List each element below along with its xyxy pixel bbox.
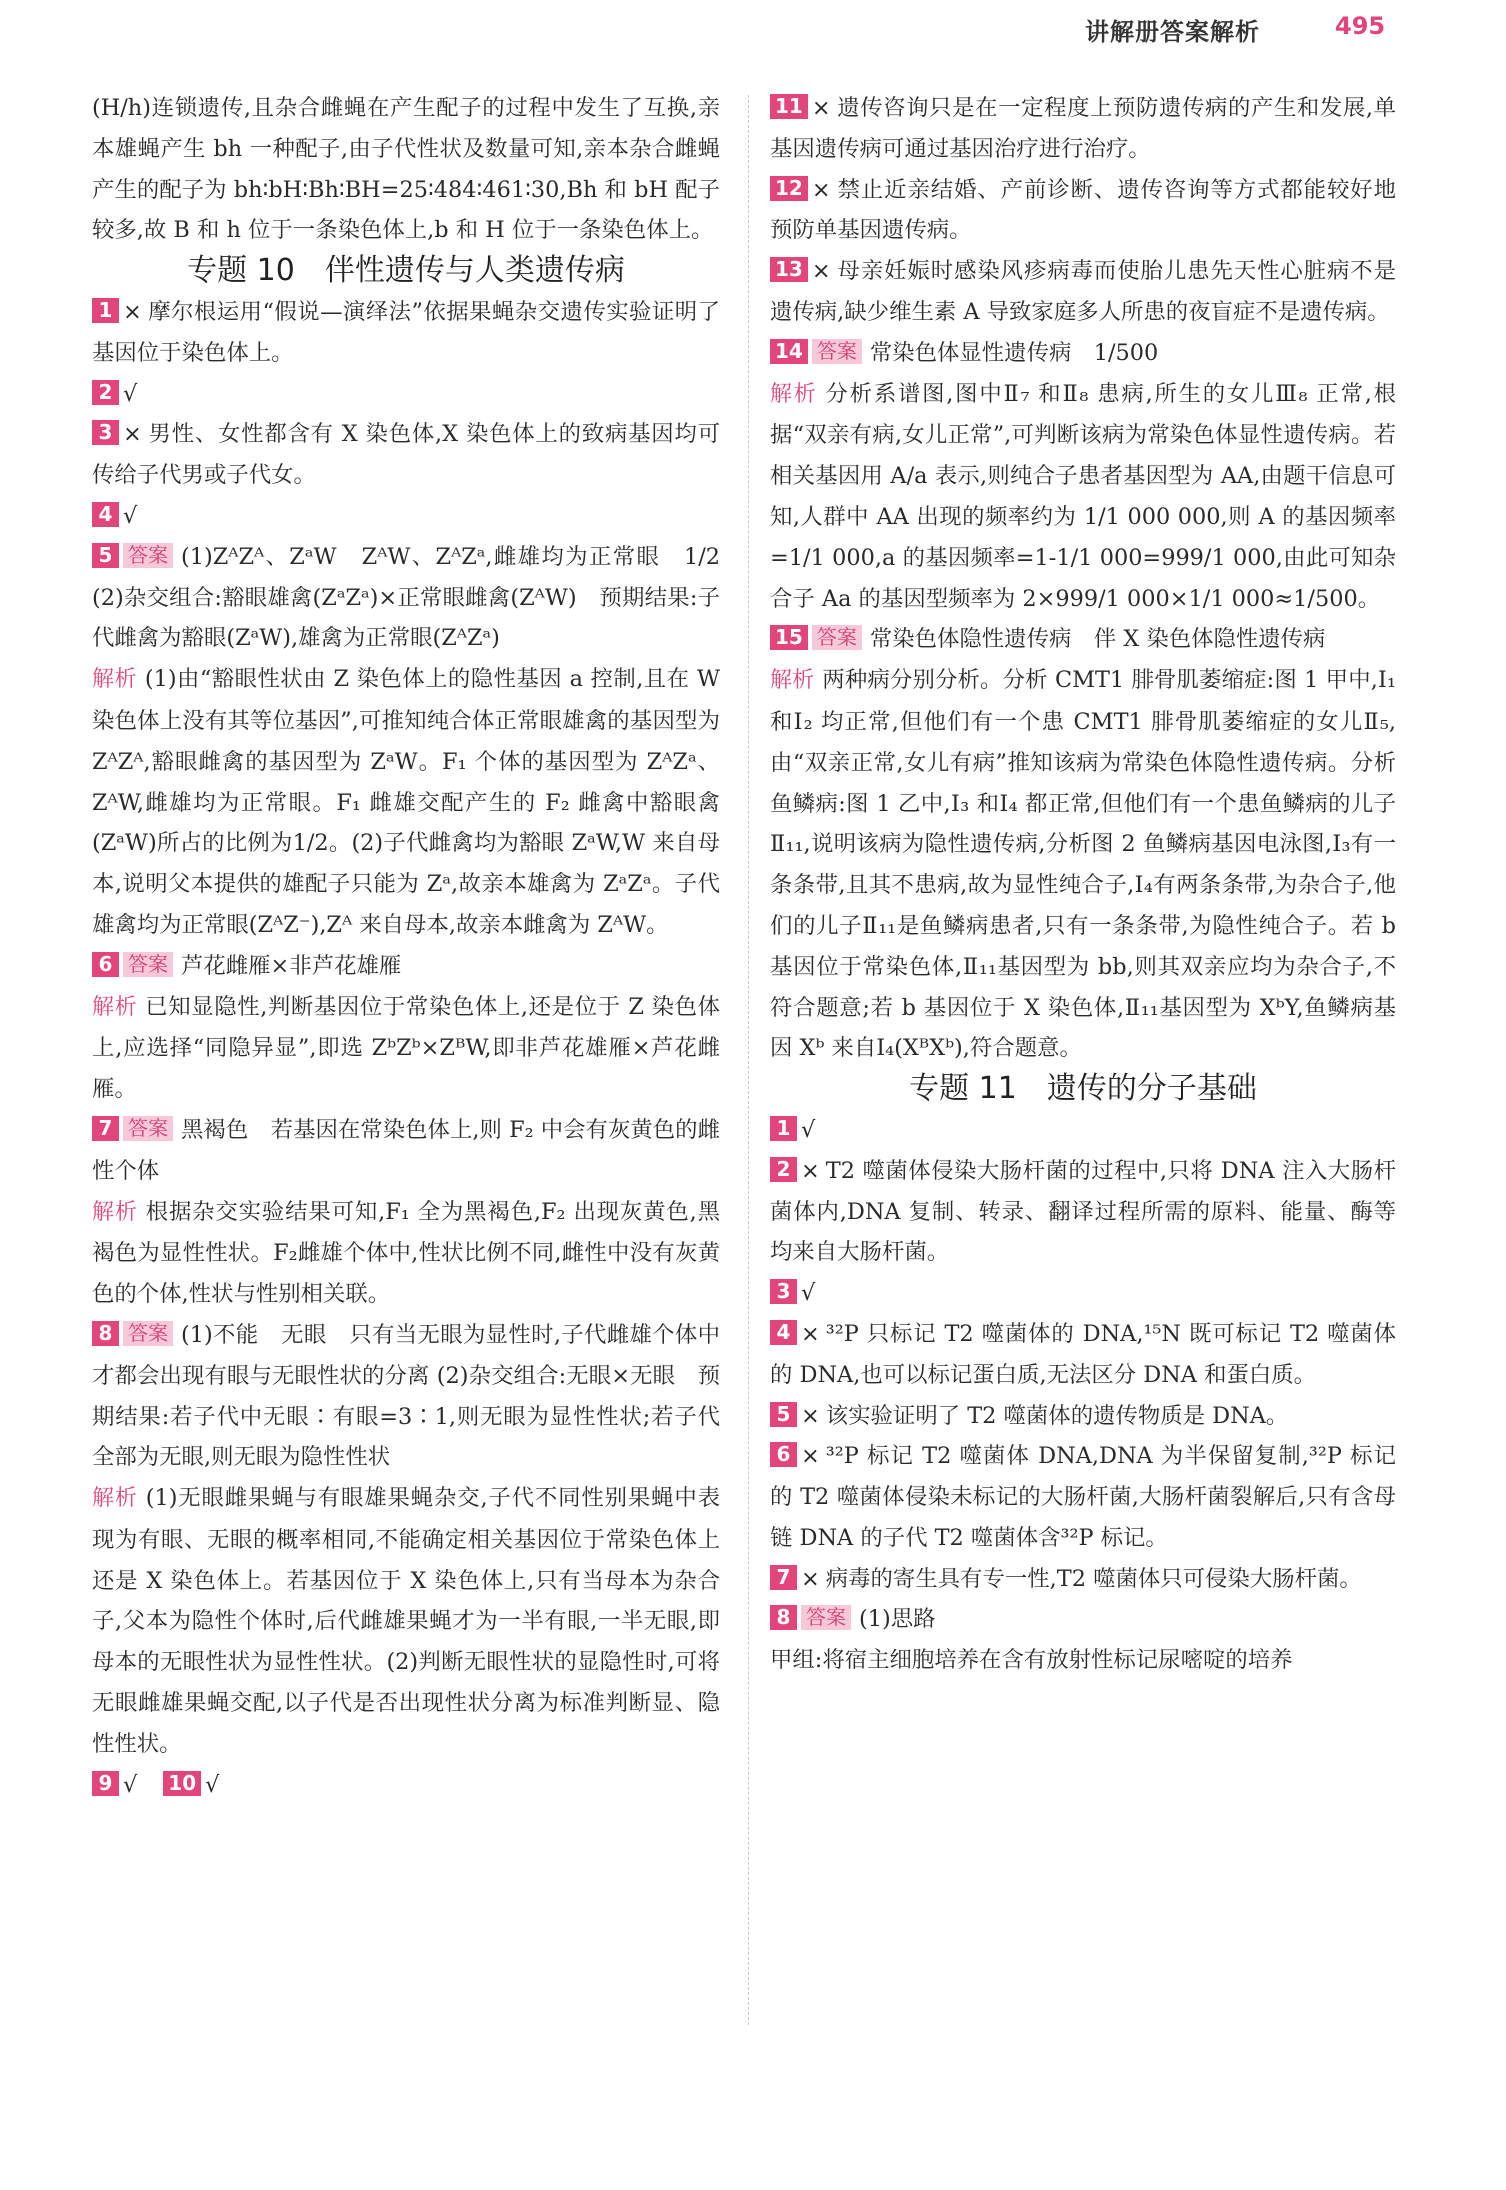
question-item <box>92 292 720 374</box>
judgement-mark: × <box>811 176 831 203</box>
analysis-paragraph <box>92 987 720 1110</box>
question-item <box>92 374 720 415</box>
judgement-mark: × <box>801 1157 820 1184</box>
judgement-mark: √ <box>801 1280 816 1307</box>
section-heading: 专题 10 伴性遗传与人类遗传病 <box>187 253 625 289</box>
question-item <box>770 1314 1396 1396</box>
question-number-badge: 9 <box>92 1771 119 1796</box>
question-item <box>770 170 1396 252</box>
analysis-label: 解析 <box>92 994 138 1020</box>
page-number: 495 <box>1335 12 1386 40</box>
analysis-paragraph <box>92 1478 720 1765</box>
analysis-text: 已知显隐性,判断基因位于常染色体上,还是位于 Z 染色体上,应选择“同隐异显”,即选 ZᵇZᵇ×ZᴮW,即非芦花雄雁×芦花雌雁。 <box>92 993 720 1103</box>
item-explanation: 禁止近亲结婚、产前诊断、遗传咨询等方式都能较好地预防单基因遗传病。 <box>770 176 1396 244</box>
question-item <box>770 251 1396 333</box>
question-number-badge: 4 <box>92 502 119 527</box>
right-column <box>770 88 1396 1681</box>
question-number-badge: 13 <box>770 257 808 282</box>
judgement-mark: × <box>123 298 142 325</box>
answer-item <box>92 537 743 659</box>
answer-text: (1)ZᴬZᴬ、ZᵃW ZᴬW、ZᴬZᵃ,雌雄均为正常眼 1/2 (2)杂交组合:豁眼雄禽(ZᵃZᵃ)×正常眼雌禽(ZᴬW) 预期结果:子代雌禽为豁眼(ZᵃW),雄禽为正常眼(ZᴬZᵃ) <box>92 543 743 652</box>
question-number-badge: 5 <box>92 543 119 568</box>
question-item <box>92 496 720 537</box>
question-item <box>770 1396 1396 1437</box>
question-number-badge: 2 <box>92 380 119 405</box>
answer-text: 黑褐色 若基因在常染色体上,则 F₂ 中会有灰黄色的雌性个体 <box>92 1116 720 1184</box>
body-paragraph: 甲组:将宿主细胞培养在含有放射性标记尿嘧啶的培养 <box>770 1647 1293 1674</box>
analysis-paragraph <box>92 1192 720 1315</box>
analysis-label: 解析 <box>92 1199 138 1225</box>
analysis-label: 解析 <box>770 381 818 407</box>
analysis-label: 解析 <box>770 668 815 694</box>
judgement-mark: √ <box>205 1771 220 1798</box>
analysis-paragraph <box>92 659 720 946</box>
answer-tag: 答案 <box>123 952 173 977</box>
answer-tag: 答案 <box>801 1605 851 1630</box>
analysis-label: 解析 <box>92 667 137 693</box>
answer-tag: 答案 <box>123 1116 173 1141</box>
question-item <box>770 1559 1396 1600</box>
answer-tag: 答案 <box>812 625 862 650</box>
answer-tag: 答案 <box>812 339 862 364</box>
judgement-mark: √ <box>123 380 138 407</box>
answer-tag: 答案 <box>123 1321 173 1346</box>
question-number-badge: 7 <box>770 1565 797 1590</box>
answer-text: (1)不能 无眼 只有当无眼为显性时,子代雌雄个体中才都会出现有眼与无眼性状的分离 (2)杂交组合:无眼×无眼 预期结果:若子代中无眼∶有眼=3∶1,则无眼为显性性状;若子代全部为无眼,则无眼为隐性性状 <box>92 1321 720 1471</box>
question-number-badge: 6 <box>92 952 119 977</box>
item-explanation: 病毒的寄生具有专一性,T2 噬菌体只可侵染大肠杆菌。 <box>825 1565 1362 1592</box>
item-explanation: 遗传咨询只是在一定程度上预防遗传病的产生和发展,单基因遗传病可通过基因治疗进行治疗。 <box>770 95 1396 162</box>
question-item <box>92 414 720 496</box>
answer-text: 常染色体显性遗传病 1/500 <box>869 339 1159 366</box>
header-title: 讲解册答案解析 <box>1085 18 1260 46</box>
item-explanation: 摩尔根运用“假说—演绎法”依据果蝇杂交遗传实验证明了基因位于染色体上。 <box>92 298 720 366</box>
answer-text: 常染色体隐性遗传病 伴 X 染色体隐性遗传病 <box>869 626 1326 653</box>
question-number-badge: 3 <box>92 420 119 445</box>
body-paragraph: (H/h)连锁遗传,且杂合雌蝇在产生配子的过程中发生了互换,亲本雄蝇产生 bh 一种配子,由子代性状及数量可知,亲本杂合雌蝇产生的配子为 bh∶bH∶Bh∶BH=25∶484∶461∶30,Bh 和 bH 配子较多,故 B 和 h 位于一条染色体上,b 和 H 位于一条染色体上。 <box>92 95 720 244</box>
answer-text: (1)思路 <box>859 1606 936 1633</box>
left-column <box>92 88 743 1805</box>
judgement-mark: × <box>811 258 831 285</box>
judgement-mark: √ <box>123 1771 138 1798</box>
section-heading: 专题 11 遗传的分子基础 <box>909 1071 1257 1107</box>
analysis-paragraph <box>770 374 1396 620</box>
analysis-text: (1)由“豁眼性状由 Z 染色体上的隐性基因 a 控制,且在 W 染色体上没有其等位基因”,可推知纯合体正常眼雄禽的基因型为 ZᴬZᴬ,豁眼雌禽的基因型为 ZᵃW。F₁ 个体的基因型为 ZᴬZᵃ、ZᴬW,雌雄均为正常眼。F₁ 雌雄交配产生的 F₂ 雌禽中豁眼禽(ZᵃW)所占的比例为1/2。(2)子代雌禽均为豁眼 ZᵃW,W 来自母本,说明父本提供的雄配子只能为 Zᵃ,故亲本雄禽为 ZᵃZᵃ。子代雄禽均为正常眼(ZᴬZ⁻),Zᴬ 来自母本,故亲本雌禽为 ZᴬW。 <box>92 666 720 938</box>
question-item <box>770 1436 1396 1558</box>
question-item <box>770 1151 1396 1273</box>
question-number-badge: 3 <box>770 1279 797 1304</box>
judgement-mark: × <box>801 1402 820 1429</box>
question-item <box>770 1110 1396 1151</box>
question-item <box>770 1273 1396 1314</box>
answer-item <box>92 1315 720 1478</box>
item-explanation: ³²P 标记 T2 噬菌体 DNA,DNA 为半保留复制,³²P 标记的 T2 噬菌体侵染未标记的大肠杆菌,大肠杆菌裂解后,只有含母链 DNA 的子代 T2 噬菌体含³²P 标记。 <box>770 1443 1396 1551</box>
item-explanation: ³²P 只标记 T2 噬菌体的 DNA,¹⁵N 既可标记 T2 噬菌体的 DNA,也可以标记蛋白质,无法区分 DNA 和蛋白质。 <box>770 1320 1396 1388</box>
judgement-mark: × <box>123 421 142 448</box>
analysis-text: (1)无眼雌果蝇与有眼雄果蝇杂交,子代不同性别果蝇中表现为有眼、无眼的概率相同,不能确定相关基因位于常染色体上还是 X 染色体上。若基因位于 X 染色体上,只有当母本为杂合子,父本为隐性个体时,后代雌雄果蝇才为一半有眼,一半无眼,即母本的无眼性状为显性性状。(2)判断无眼性状的显隐性时,可将无眼雌雄果蝇交配,以子代是否出现性状分离为标准判断显、隐性性状。 <box>92 1485 720 1757</box>
analysis-text: 分析系谱图,图中Ⅱ₇ 和Ⅱ₈ 患病,所生的女儿Ⅲ₈ 正常,根据“双亲有病,女儿正常”,可判断该病为常染色体显性遗传病。若相关基因用 A/a 表示,则纯合子患者基因型为 AA,由题干信息可知,人群中 AA 出现的频率约为 1/1 000 000,则 A 的基因频率=1/1 000,a 的基因频率=1-1/1 000=999/1 000,由此可知杂合子 Aa 的基因型频率为 2×999/1 000×1/1 000≈1/500。 <box>770 380 1396 612</box>
question-item-pair <box>92 1765 720 1806</box>
question-number-badge: 10 <box>163 1771 201 1796</box>
column-divider <box>748 95 749 2025</box>
answer-item <box>770 1599 1396 1640</box>
answer-item <box>770 333 1396 374</box>
item-explanation: 该实验证明了 T2 噬菌体的遗传物质是 DNA。 <box>825 1402 1289 1429</box>
judgement-mark: × <box>801 1320 820 1347</box>
question-number-badge: 7 <box>92 1116 119 1141</box>
analysis-label: 解析 <box>92 1486 138 1512</box>
page-header <box>0 0 1506 60</box>
item-explanation: T2 噬菌体侵染大肠杆菌的过程中,只将 DNA 注入大肠杆菌体内,DNA 复制、转录、翻译过程所需的原料、能量、酶等均来自大肠杆菌。 <box>770 1157 1396 1266</box>
judgement-mark: √ <box>123 502 138 529</box>
question-number-badge: 4 <box>770 1320 797 1345</box>
question-number-badge: 8 <box>770 1605 797 1630</box>
item-explanation: 母亲妊娠时感染风疹病毒而使胎儿患先天性心脏病不是遗传病,缺少维生素 A 导致家庭多人所患的夜盲症不是遗传病。 <box>770 258 1396 325</box>
question-number-badge: 2 <box>770 1157 797 1182</box>
question-number-badge: 5 <box>770 1402 797 1427</box>
answer-item <box>770 619 1396 660</box>
analysis-text: 两种病分别分析。分析 CMT1 腓骨肌萎缩症:图 1 甲中,Ⅰ₁ 和Ⅰ₂ 均正常,但他们有一个患 CMT1 腓骨肌萎缩症的女儿Ⅱ₅,由“双亲正常,女儿有病”推知该病为常染色体隐性遗传病。分析鱼鳞病:图 1 乙中,Ⅰ₃ 和Ⅰ₄ 都正常,但他们有一个患鱼鳞病的儿子Ⅱ₁₁,说明该病为隐性遗传病,分析图 2 鱼鳞病基因电泳图,Ⅰ₃有一条条带,且其不患病,故为显性纯合子,Ⅰ₄有两条条带,为杂合子,他们的儿子Ⅱ₁₁是鱼鳞病患者,只有一条条带,为隐性纯合子。若 b 基因位于常染色体,Ⅱ₁₁基因型为 bb,则其双亲应均为杂合子,不符合题意;若 b 基因位于 X 染色体,Ⅱ₁₁基因型为 XᵇY,鱼鳞病基因 Xᵇ 来自Ⅰ₄(XᴮXᵇ),符合题意。 <box>770 667 1396 1062</box>
judgement-mark: × <box>801 1443 820 1470</box>
question-number-badge: 12 <box>770 176 808 201</box>
item-explanation: 男性、女性都含有 X 染色体,X 染色体上的致病基因均可传给子代男或子代女。 <box>92 421 720 489</box>
analysis-text: 根据杂交实验结果可知,F₁ 全为黑褐色,F₂ 出现灰黄色,黑褐色为显性性状。F₂雌雄个体中,性状比例不同,雌性中没有灰黄色的个体,性状与性别相关联。 <box>92 1198 720 1308</box>
analysis-paragraph <box>770 660 1396 1069</box>
question-number-badge: 1 <box>770 1116 797 1141</box>
question-number-badge: 14 <box>770 339 808 364</box>
question-number-badge: 8 <box>92 1321 119 1346</box>
judgement-mark: × <box>801 1565 820 1592</box>
judgement-mark: × <box>811 95 831 121</box>
question-number-badge: 11 <box>770 94 808 119</box>
judgement-mark: √ <box>801 1116 816 1143</box>
answer-text: 芦花雌雁×非芦花雄雁 <box>181 952 402 979</box>
question-number-badge: 6 <box>770 1442 797 1467</box>
answer-tag: 答案 <box>123 543 173 568</box>
question-item <box>770 88 1396 170</box>
question-number-badge: 15 <box>770 625 808 650</box>
answer-item <box>92 1110 720 1192</box>
answer-item <box>92 946 720 987</box>
question-number-badge: 1 <box>92 298 119 323</box>
